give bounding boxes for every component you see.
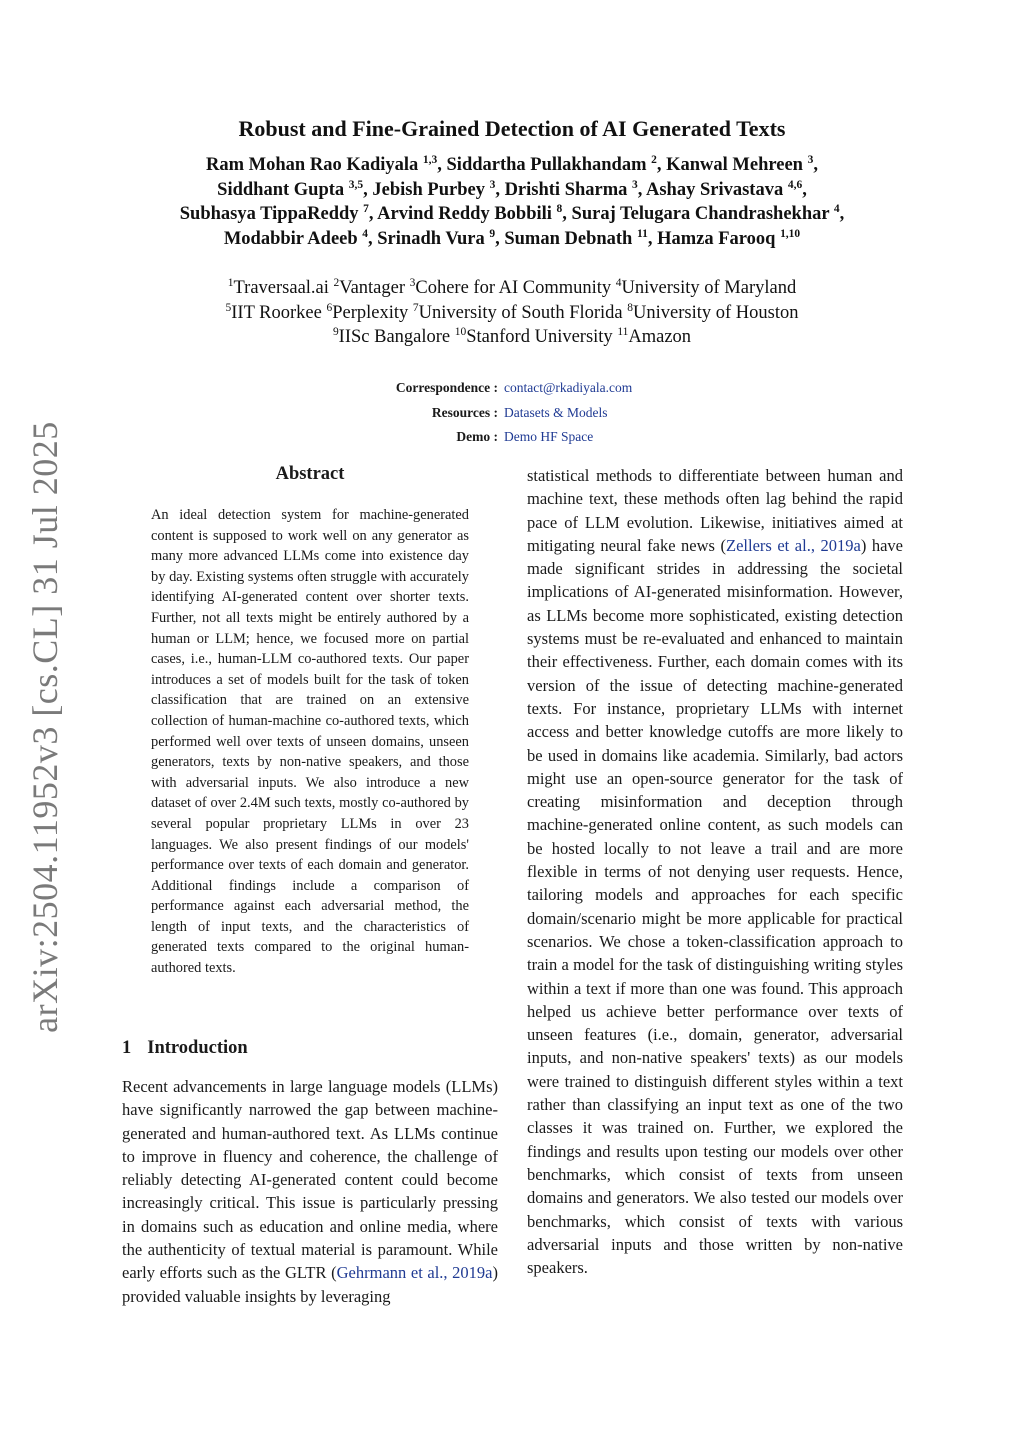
author-affil-marker: 3: [632, 178, 638, 191]
affiliation-line: [110, 276, 914, 301]
affiliation-name: University of South Florida: [418, 302, 623, 323]
author-affil-marker: 11: [636, 227, 648, 240]
author-affil-marker: 7: [363, 203, 369, 216]
affiliation-marker: 8: [627, 301, 633, 314]
author-name: Jebish Purbey: [372, 179, 485, 200]
abstract-heading: Abstract: [275, 464, 345, 484]
author-line: [110, 178, 914, 203]
author-name: Modabbir Adeeb: [223, 228, 358, 249]
intro-text: statistical methods to differentiate between human and machine text, these methods often lag behind the rapid pace of LLM evolution. Likewise, initiatives aimed at mitigating neural fake news (: [527, 466, 903, 555]
contact-info: [300, 376, 724, 450]
author-affil-marker: 1,3: [422, 154, 438, 167]
author-name: Subhasya TippaReddy: [179, 204, 359, 224]
affiliation-name: University of Houston: [633, 302, 799, 323]
author-separator: ,: [495, 228, 505, 249]
author-affil-marker: 3: [489, 178, 496, 191]
author-name: Kanwal Mehreen: [666, 155, 803, 175]
affiliation-marker: 9: [332, 326, 339, 339]
author-affil-marker: 4: [833, 203, 840, 216]
resources-label: Resources :: [431, 404, 498, 420]
author-name: Drishti Sharma: [504, 179, 628, 200]
author-separator: ,: [495, 179, 505, 200]
intro-text: Recent advancements in large language models (LLMs) have significantly narrowed the gap between machine-generated and human-authored text. As LLMs continue to improve in fluency and coherence, the challenge of reliably detecting AI-generated content could become increasingly critical. This issue is particularly pressing in domains such as education and online media, where the authenticity of textual material is paramount. While early efforts such as the GLTR (: [122, 1077, 498, 1283]
author-separator: ,: [637, 179, 646, 200]
author-name: Hamza Farooq: [657, 228, 776, 249]
resources-link[interactable]: Datasets & Models: [504, 404, 608, 420]
affiliation-name: Vantager: [339, 278, 406, 298]
affiliation-marker: 4: [615, 277, 622, 290]
section-heading: [122, 1038, 248, 1059]
author-name: Siddhant Gupta: [217, 179, 345, 200]
author-name: Arvind Reddy Bobbili: [377, 204, 552, 224]
affiliation-list: [110, 276, 914, 350]
author-separator: ,: [368, 228, 378, 249]
affiliation-name: IIT Roorkee: [231, 302, 322, 323]
intro-text: ) provided valuable insights by leveraging: [122, 1263, 498, 1306]
author-separator: ,: [437, 155, 447, 175]
author-separator: ,: [368, 204, 378, 224]
author-separator: ,: [363, 179, 373, 200]
affiliation-line: [110, 325, 914, 350]
demo-row: [300, 425, 724, 450]
affiliation-marker: 5: [225, 301, 232, 314]
author-separator: ,: [647, 228, 658, 249]
author-name: Siddartha Pullakhandam: [446, 155, 647, 175]
citation-link[interactable]: Zellers et al., 2019a: [726, 535, 861, 555]
author-name: Suman Debnath: [504, 228, 633, 249]
abstract-text: An ideal detection system for machine-generated content is supposed to work well on any generator as many more advanced LLMs come into existence day by day. Existing systems often struggle with accurately identifying AI-generated content over shorter texts. Further, not all texts might be entirely authored by a human or LLM; hence, we focused more on partial cases, i.e., human-LLM co-authored texts. Our paper introduces a set of models built for the task of token classification that are trained on an extensive collection of human-machine co-authored texts, which performed well over texts of unseen domains, unseen generators, texts by non-native speakers, and those with adversarial inputs. We also introduce a new dataset of over 2.4M such texts, mostly co-authored by several popular proprietary LLMs in over 23 languages. We also present findings of our models' performance over texts of each domain and generator. Additional findings include a comparison of performance against each adversarial method, the length of input texts, and the characteristics of generated texts compared to the original human-authored texts.: [151, 507, 469, 977]
paper-title: Robust and Fine-Grained Detection of AI Generated Texts: [238, 116, 786, 141]
affiliation-marker: 7: [412, 301, 419, 314]
affiliation-name: IISc Bangalore: [338, 327, 451, 347]
author-separator: ,: [813, 155, 818, 175]
affiliation-marker: 6: [326, 301, 333, 314]
affiliation-line: [110, 301, 914, 326]
arxiv-watermark: [0, 421, 90, 1033]
correspondence-label: Correspondence :: [395, 380, 498, 395]
author-separator: ,: [562, 204, 572, 224]
correspondence-row: [300, 376, 724, 401]
affiliation-name: University of Maryland: [621, 278, 797, 298]
author-affil-marker: 3: [807, 154, 814, 167]
author-affil-marker: 3,5: [348, 178, 364, 191]
section-title: Introduction: [147, 1038, 248, 1058]
affiliation-marker: 1: [227, 277, 234, 290]
demo-link[interactable]: Demo HF Space: [504, 429, 594, 444]
affiliation-marker: 2: [333, 277, 340, 290]
affiliation-name: Cohere for AI Community: [415, 278, 612, 298]
arxiv-identifier: arXiv:2504.11952v3 [cs.CL] 31 Jul 2025: [25, 421, 65, 1033]
author-line: [110, 153, 914, 178]
author-line: [110, 202, 914, 227]
affiliation-name: Stanford University: [466, 327, 613, 347]
affiliation-marker: 10: [454, 326, 467, 339]
author-name: Ram Mohan Rao Kadiyala: [206, 155, 419, 175]
author-affil-marker: 1,10: [780, 227, 801, 240]
correspondence-email-link[interactable]: contact@rkadiyala.com: [504, 380, 633, 395]
author-name: Suraj Telugara Chandrashekhar: [571, 204, 830, 224]
author-affil-marker: 4: [362, 227, 369, 240]
author-line: [110, 227, 914, 252]
introduction-paragraph-left: [122, 1075, 498, 1308]
affiliation-marker: 3: [409, 277, 416, 290]
resources-row: [300, 401, 724, 426]
citation-link[interactable]: Gehrmann et al., 2019a: [336, 1263, 493, 1283]
author-affil-marker: 4,6: [787, 178, 803, 191]
author-affil-marker: 2: [651, 154, 657, 167]
author-separator: ,: [656, 155, 667, 175]
section-number: 1: [122, 1038, 132, 1058]
intro-text: ) have made significant strides in addressing the societal implications of AI-generated misinformation. However, as LLMs become more sophisticated, existing detection systems must be re-evaluated and enhanced to maintain their effectiveness. Further, each domain comes with its version of the issue of detecting machine-generated texts. For instance, proprietary LLMs with internet access and better knowledge cutoffs are more likely to be used in domains like academia. Similarly, bad actors might use an open-source generator for the task of creating misinformation and deception through machine-generated online content, as such models can be hosted locally to not leave a trail and are more flexible in terms of not denying user requests. Hence, tailoring models and approaches for each specific domain/scenario might be more applicable for practical scenarios. We chose a token-classification approach to train a model for the task of distinguishing writing styles within a text if more than one was found. This approach helped us achieve better performance over texts of unseen features (i.e., domain, generator, adversarial inputs, and non-native speakers' texts) as our models were trained to distinguish different styles within a text rather than classifying an input text as one of the two classes it was trained on. Further, we explored the findings and results upon testing our models over other benchmarks, which consist of texts from unseen domains and generators. We also tested our models over benchmarks, which consist of texts with various adversarial inputs and those written by non-native speakers.: [527, 535, 903, 1278]
author-affil-marker: 8: [556, 203, 563, 216]
author-list: [110, 153, 914, 251]
introduction-paragraph-right: [527, 464, 903, 1279]
affiliation-name: Traversaal.ai: [233, 278, 329, 298]
author-separator: ,: [802, 179, 807, 200]
author-name: Srinadh Vura: [377, 228, 485, 249]
affiliation-name: Perplexity: [332, 302, 409, 323]
author-name: Ashay Srivastava: [645, 179, 784, 200]
author-affil-marker: 9: [489, 227, 496, 240]
demo-label: Demo :: [456, 429, 498, 444]
author-separator: ,: [839, 204, 845, 224]
affiliation-name: Amazon: [628, 327, 692, 347]
affiliation-marker: 11: [617, 326, 629, 339]
